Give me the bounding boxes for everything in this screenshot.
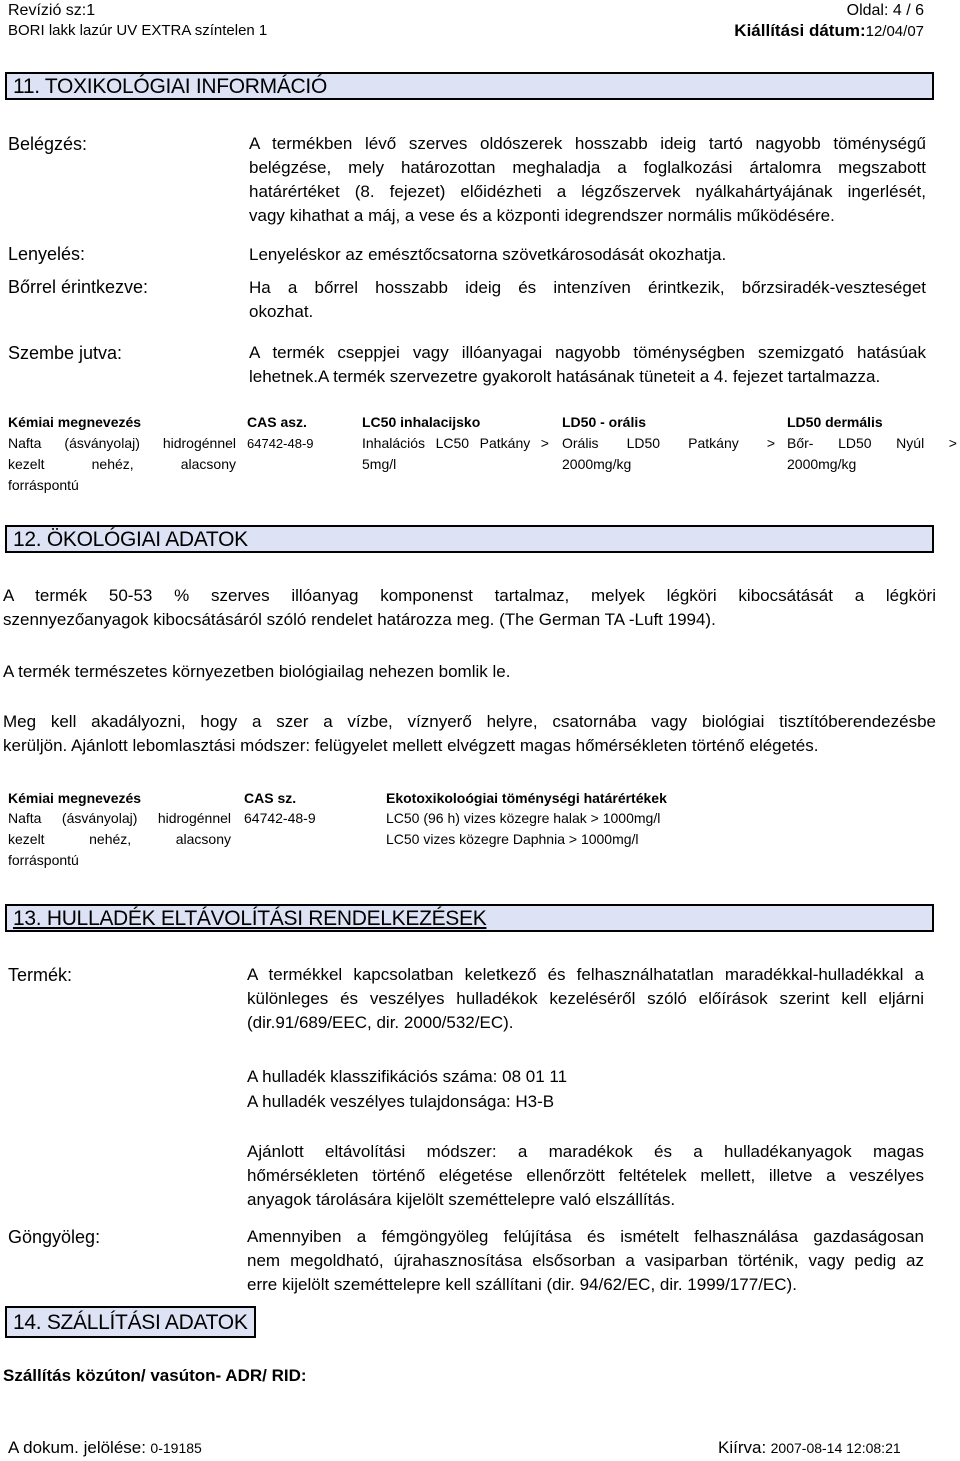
inhalation-line: vagy kihathat a máj, a vese és a központi idegrendszer normális működésére. — [249, 206, 835, 225]
cell-ld50-oral — [562, 433, 775, 475]
chem-line: Nafta (ásványolaj) hidrogénnel — [8, 435, 236, 451]
section-14-header — [5, 1306, 256, 1338]
ecotox-value: LC50 vizes közegre Daphnia > 1000mg/l — [386, 831, 639, 847]
issue-date: 12/04/07 — [865, 23, 924, 40]
chem-line: kezelt nehéz, alacsony — [8, 456, 236, 472]
prevention-line: kerüljön. Ajánlott lebomlasztási módszer: felügyelet mellett elvégzett magas hőmérsékleten történő elégetés. — [3, 736, 819, 755]
section-13-title: 13. HULLADÉK ELTÁVOLÍTÁSI RENDELKEZÉSEK — [13, 907, 487, 930]
ld50-oral-line: Orális LD50 Patkány > — [562, 435, 775, 451]
chem-line: forráspontú — [8, 852, 79, 868]
packaging-line: erre kijelölt szeméttelepre kell szállítani (dir. 94/62/EC, dir. 1999/177/EC). — [247, 1275, 797, 1294]
skin-line: Ha a bőrrel hosszabb ideig és intenzíven érintkezik, bőrzsiradék-veszteséget — [249, 278, 926, 297]
inhalation-label: Belégzés: — [8, 134, 88, 154]
disposal-line: anyagok tárolására kijelölt szeméttelepre való elszállítás. — [247, 1190, 676, 1209]
road-rail-transport-label: Szállítás közúton/ vasúton- ADR/ RID: — [3, 1366, 307, 1385]
col-header-ld50-dermal: LD50 dermális — [787, 414, 883, 430]
waste-class-code: A hulladék klasszifikációs száma: 08 01 11 — [247, 1067, 568, 1086]
prevention-line: Meg kell akadályozni, hogy a szer a vízbe, víznyerő helyre, csatornába vagy biológiai tisztítóberendezésbe — [3, 712, 936, 731]
cell-ecotox-values — [386, 808, 660, 850]
section-11-title: 11. TOXIKOLÓGIAI INFORMÁCIÓ — [13, 75, 327, 98]
cell-chemical-name — [8, 433, 236, 496]
inhalation-line: határértéket (8. fejezet) előidézheti a légzőszervek nyálkahártyájának ingerlését, — [249, 182, 926, 201]
inhalation-line: belégzése, mely határozottan meghaladja a foglalkozási ártalomra megszabott — [249, 158, 926, 177]
biodegradability-text: A termék természetes környezetben biológiailag nehezen bomlik le. — [3, 662, 511, 681]
cell-chemical-name — [8, 808, 231, 871]
col-header-lc50: LC50 inhalacijsko — [362, 414, 481, 430]
print-date-value: 2007-08-14 12:08:21 — [770, 1440, 901, 1456]
ingestion-text: Lenyeléskor az emésztőcsatorna szövetkárosodását okozhatja. — [249, 245, 727, 264]
eye-line: lehetnek.A termék szervezetre gyakorolt hatásának tüneteit a 4. fejezet tartalmazza. — [249, 367, 881, 386]
section-12-title: 12. ÖKOLÓGIAI ADATOK — [13, 528, 248, 551]
ingestion-label: Lenyelés: — [8, 244, 86, 264]
col-header-ecotox: Ekotoxikoloógiai töménységi határértékek — [386, 790, 667, 806]
eye-contact-label: Szembe jutva: — [8, 343, 123, 363]
cell-cas: 64742-48-9 — [244, 810, 316, 826]
skin-contact-label: Bőrrel érintkezve: — [8, 277, 149, 297]
product-name: BORI lakk lazúr UV EXTRA színtelen 1 — [8, 22, 268, 39]
col-header-ld50-oral: LD50 - orális — [562, 414, 647, 430]
cell-cas: 64742-48-9 — [247, 436, 314, 451]
cell-lc50 — [362, 433, 549, 475]
lc50-line: 5mg/l — [362, 456, 397, 472]
ecotox-value: LC50 (96 h) vizes közegre halak > 1000mg/l — [386, 810, 661, 826]
document-id-value: 0-19185 — [150, 1440, 202, 1456]
packaging-line: nem megoldható, újrahasznosítása elsősorban a vasiparban történik, vagy pedig az — [247, 1251, 924, 1270]
waste-hazard: A hulladék veszélyes tulajdonsága: H3-B — [247, 1092, 555, 1111]
eye-contact-text — [249, 341, 926, 389]
voc-line: A termék 50-53 % szerves illóanyag komponenst tartalmaz, melyek légköri kibocsátását a légköri — [3, 586, 936, 605]
cell-ld50-dermal — [787, 433, 957, 475]
product-waste-line: különleges és veszélyes hulladékok kezeléséről szóló előírások szerint kell eljárni — [247, 989, 924, 1008]
product-waste-line: (dir.91/689/EEC, dir. 2000/532/EC). — [247, 1013, 514, 1032]
skin-line: okozhat. — [249, 302, 314, 321]
issue-date-block — [734, 21, 924, 41]
chem-line: Nafta (ásványolaj) hidrogénnel — [8, 810, 231, 826]
lc50-line: Inhalációs LC50 Patkány > — [362, 435, 549, 451]
eye-line: A termék cseppjei vagy illóanyagai nagyobb töménységben szemizgató hatásúak — [249, 343, 926, 362]
ld50-dermal-line: 2000mg/kg — [787, 456, 857, 472]
revision-number: Revízió sz:1 — [8, 2, 96, 19]
section-11-header — [5, 72, 934, 100]
voc-paragraph — [3, 584, 936, 632]
section-14-title: 14. SZÁLLÍTÁSI ADATOK — [13, 1311, 248, 1334]
skin-contact-text — [249, 276, 926, 324]
inhalation-line: A termékben lévő szerves oldószerek hosszabb ideig tartó nagyobb töménységű — [249, 134, 926, 153]
chem-line: forráspontú — [8, 477, 79, 493]
packaging-text — [247, 1225, 924, 1297]
ld50-dermal-line: Bőr- LD50 Nyúl > — [787, 435, 957, 451]
prevention-paragraph — [3, 710, 936, 758]
disposal-line: hőmérsékleten történő elégetése ellenőrzött feltételek mellett, illetve a veszélyes — [247, 1166, 924, 1185]
chem-line: kezelt nehéz, alacsony — [8, 831, 231, 847]
product-waste-line: A termékkel kapcsolatban keletkező és felhasználhatatlan maradékkal-hulladékkal a — [247, 965, 924, 984]
print-date-label: Kiírva: — [718, 1438, 767, 1457]
section-13-header — [5, 904, 934, 932]
packaging-label: Göngyöleg: — [8, 1227, 101, 1247]
section-12-header — [5, 525, 934, 553]
product-waste-label: Termék: — [8, 965, 73, 985]
col-header-chemical: Kémiai megnevezés — [8, 414, 142, 430]
document-id-label: A dokum. jelölése: — [8, 1438, 146, 1457]
voc-line: szennyezőanyagok kibocsátásáról szóló rendelet határozza meg. (The German TA -Luft 1994). — [3, 610, 716, 629]
col-header-cas: CAS sz. — [244, 790, 297, 806]
col-header-chemical: Kémiai megnevezés — [8, 790, 142, 806]
page-number: Oldal: 4 / 6 — [846, 2, 924, 19]
issue-date-label: Kiállítási dátum: — [734, 21, 866, 40]
print-date — [718, 1438, 901, 1458]
ld50-oral-line: 2000mg/kg — [562, 456, 632, 472]
product-waste-text — [247, 963, 924, 1035]
disposal-line: Ajánlott eltávolítási módszer: a maradékok és a hulladékanyagok magas — [247, 1142, 924, 1161]
col-header-cas: CAS asz. — [247, 414, 307, 430]
packaging-line: Amennyiben a fémgöngyöleg felújítása és ismételt felhasználása gazdaságosan — [247, 1227, 924, 1246]
disposal-method-text — [247, 1140, 924, 1212]
document-id — [8, 1438, 202, 1458]
inhalation-text — [249, 132, 926, 228]
